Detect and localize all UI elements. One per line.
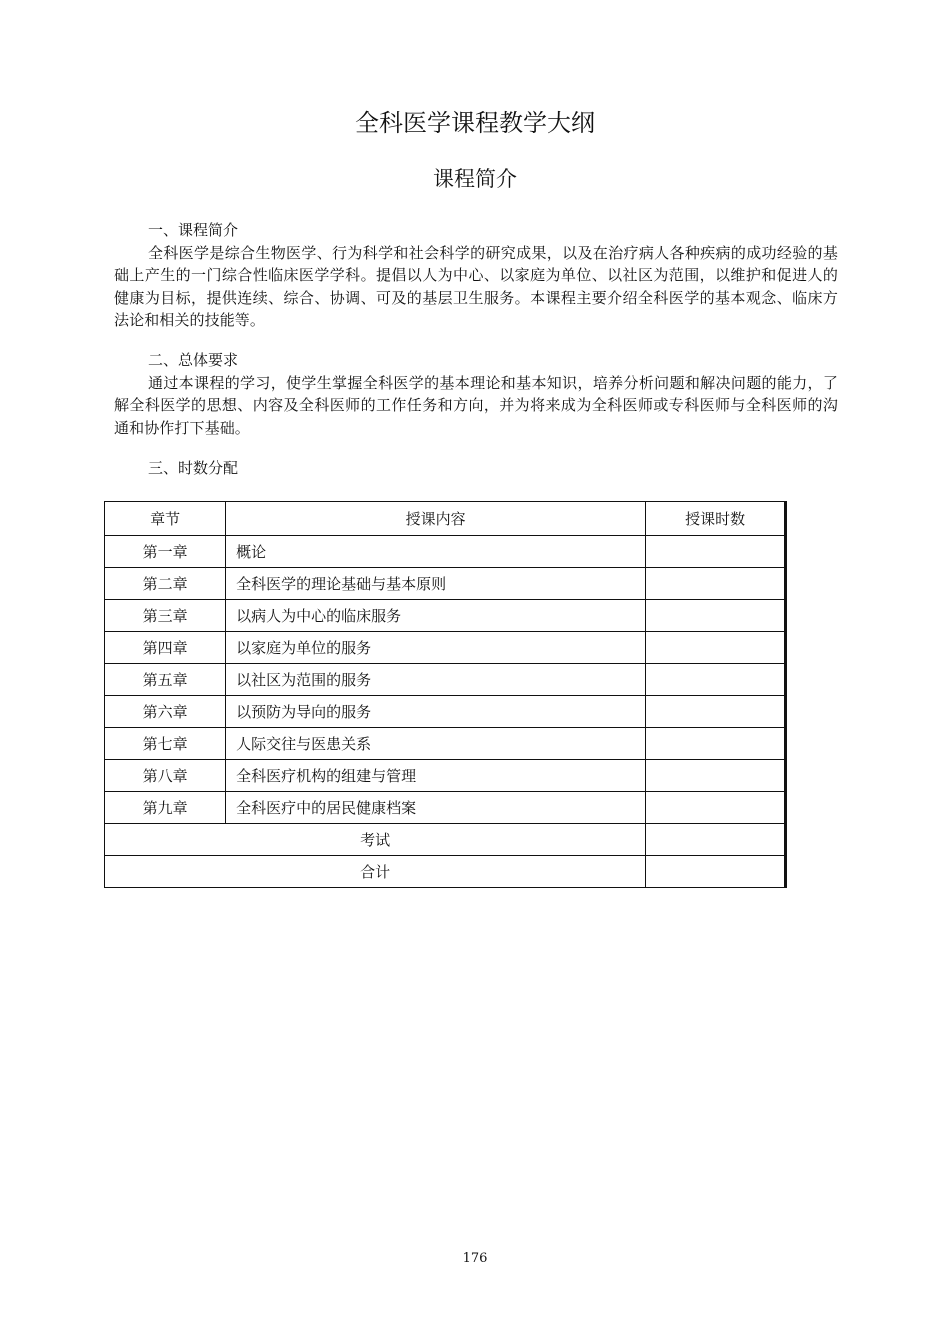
- content-cell: 全科医学的理论基础与基本原则: [226, 568, 646, 600]
- table-row: [105, 536, 786, 568]
- content-cell: 全科医疗中的居民健康档案: [226, 792, 646, 824]
- section-general-requirements: [114, 349, 838, 439]
- table-row: [105, 792, 786, 824]
- section-body: 通过本课程的学习，使学生掌握全科医学的基本理论和基本知识，培养分析问题和解决问题的能力，了解全科医学的思想、内容及全科医师的工作任务和方向，并为将来成为全科医师或专科医师与全科医师的沟通和协作打下基础。: [114, 373, 838, 437]
- table-row: [105, 600, 786, 632]
- table-row: [105, 632, 786, 664]
- table-row: [105, 728, 786, 760]
- chapter-cell: 第二章: [105, 568, 226, 600]
- section-hour-allocation: [114, 457, 838, 480]
- hours-cell: [646, 760, 786, 792]
- exam-row: [105, 824, 786, 856]
- chapter-cell: 第六章: [105, 696, 226, 728]
- section-course-intro: [114, 219, 838, 332]
- hours-cell: [646, 632, 786, 664]
- chapter-cell: 第三章: [105, 600, 226, 632]
- content-cell: 人际交往与医患关系: [226, 728, 646, 760]
- chapter-cell: 第四章: [105, 632, 226, 664]
- total-label: 合计: [105, 856, 646, 888]
- content-cell: 概论: [226, 536, 646, 568]
- table-row: [105, 664, 786, 696]
- section-heading: 二、总体要求: [148, 351, 239, 369]
- chapter-cell: 第一章: [105, 536, 226, 568]
- hours-allocation-table: [104, 501, 787, 888]
- chapter-cell: 第九章: [105, 792, 226, 824]
- chapter-cell: 第八章: [105, 760, 226, 792]
- content-cell: 以家庭为单位的服务: [226, 632, 646, 664]
- content-cell: 全科医疗机构的组建与管理: [226, 760, 646, 792]
- hours-cell: [646, 664, 786, 696]
- section-heading: 一、课程简介: [148, 221, 239, 239]
- exam-hours-cell: [646, 824, 786, 856]
- hours-cell: [646, 792, 786, 824]
- hours-cell: [646, 696, 786, 728]
- page-subtitle: 课程简介: [433, 167, 517, 191]
- page-number: 176: [462, 1251, 488, 1266]
- content-cell: 以预防为导向的服务: [226, 696, 646, 728]
- content-cell: 以病人为中心的临床服务: [226, 600, 646, 632]
- hours-cell: [646, 568, 786, 600]
- section-body: 全科医学是综合生物医学、行为科学和社会科学的研究成果，以及在治疗病人各种疾病的成功经验的基础上产生的一门综合性临床医学学科。提倡以人为中心、以家庭为单位、以社区为范围，以维护和促进人的健康为目标，提供连续、综合、协调、可及的基层卫生服务。本课程主要介绍全科医学的基本观念、临床方法论和相关的技能等。: [114, 243, 838, 329]
- table-row: [105, 696, 786, 728]
- exam-label: 考试: [105, 824, 646, 856]
- total-row: [105, 856, 786, 888]
- hours-cell: [646, 536, 786, 568]
- content-cell: 以社区为范围的服务: [226, 664, 646, 696]
- hours-cell: [646, 728, 786, 760]
- table-header-row: [105, 502, 786, 536]
- chapter-cell: 第五章: [105, 664, 226, 696]
- chapter-cell: 第七章: [105, 728, 226, 760]
- header-hours: 授课时数: [646, 502, 786, 536]
- header-content: 授课内容: [226, 502, 646, 536]
- table-row: [105, 568, 786, 600]
- table-row: [105, 760, 786, 792]
- header-chapter: 章节: [105, 502, 226, 536]
- total-hours-cell: [646, 856, 786, 888]
- hours-cell: [646, 600, 786, 632]
- page-title: 全科医学课程教学大纲: [355, 109, 595, 137]
- section-heading: 三、时数分配: [148, 459, 239, 477]
